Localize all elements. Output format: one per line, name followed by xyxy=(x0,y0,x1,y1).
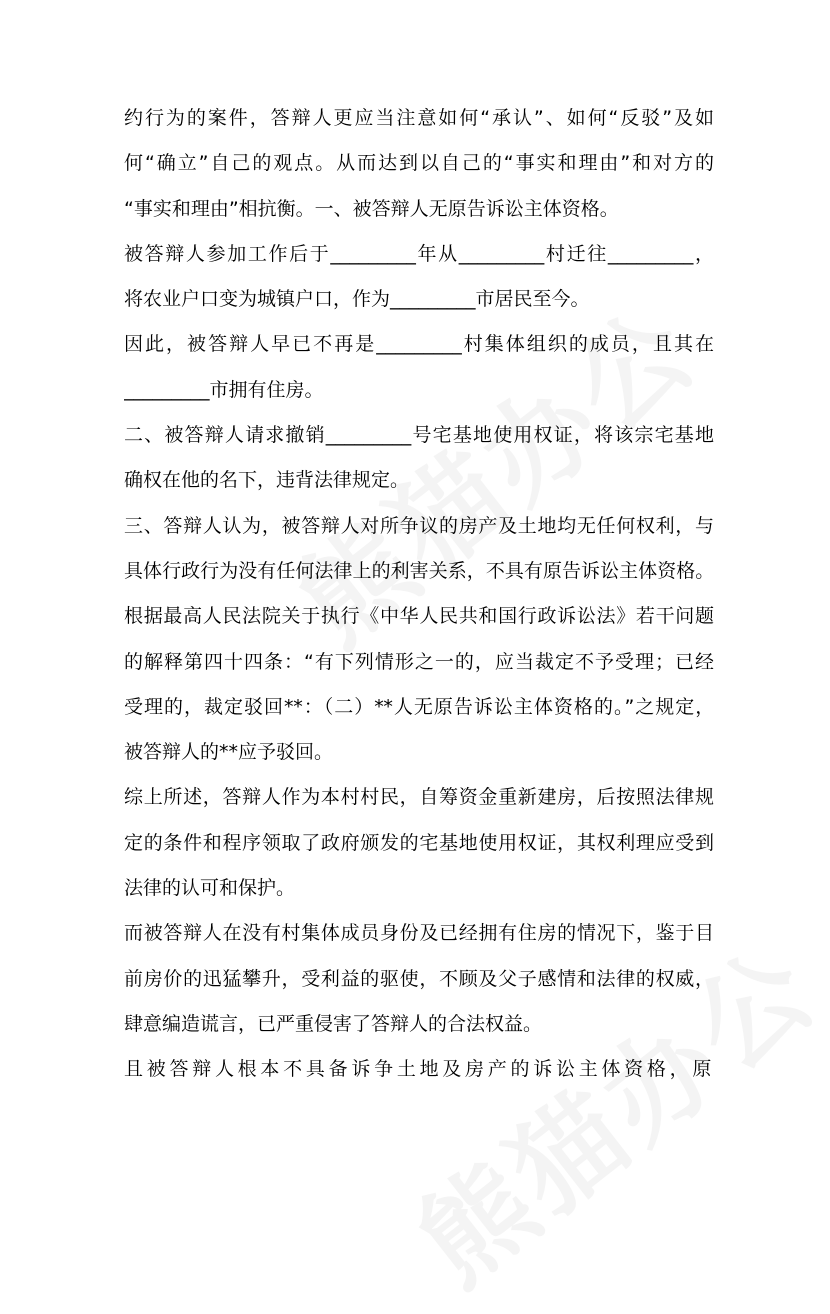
document-body xyxy=(124,96,714,1093)
paragraph-line: 受理的，裁定驳回**：（二）**人无原告诉讼主体资格的。”之规定， xyxy=(124,695,714,718)
paragraph-line: 因此，被答辩人早已不再是_________村集体组织的成员，且其在 xyxy=(124,333,714,356)
paragraph-line: 何“确立”自己的观点。从而达到以自己的“事实和理由”和对方的 xyxy=(124,152,714,175)
paragraph-line: 三、答辩人认为，被答辩人对所争议的房产及土地均无任何权利，与 xyxy=(124,514,714,537)
paragraph-line: 被答辩人参加工作后于_________年从_________村迁往_________， xyxy=(124,242,714,265)
paragraph-line: 约行为的案件，答辩人更应当注意如何“承认”、如何“反驳”及如 xyxy=(124,107,714,129)
paragraph-line: 将农业户口变为城镇户口，作为_________市居民至今。 xyxy=(124,288,590,311)
paragraph-line: 根据最高人民法院关于执行《中华人民共和国行政诉讼法》若干问题 xyxy=(124,605,714,628)
paragraph-line: 法律的认可和保护。 xyxy=(124,877,296,900)
paragraph-line: 肆意编造谎言，已严重侵害了答辩人的合法权益。 xyxy=(124,1012,543,1035)
paragraph-line: 而被答辩人在没有村集体成员身份及已经拥有住房的情况下，鉴于目 xyxy=(124,922,714,945)
paragraph-line: _________市拥有住房。 xyxy=(124,378,324,401)
paragraph-line: 确权在他的名下，违背法律规定。 xyxy=(124,469,410,492)
paragraph-line: 定的条件和程序领取了政府颁发的宅基地使用权证，其权利理应受到 xyxy=(124,831,714,854)
paragraph-line: 被答辩人的**应予驳回。 xyxy=(124,741,334,764)
paragraph-line: 综上所述，答辩人作为本村村民，自筹资金重新建房，后按照法律规 xyxy=(124,786,714,809)
paragraph-line: “事实和理由”相抗衡。一、被答辩人无原告诉讼主体资格。 xyxy=(124,197,619,220)
paragraph-line: 的解释第四十四条：“有下列情形之一的，应当裁定不予受理；已经 xyxy=(124,650,714,673)
paragraph-line: 前房价的迅猛攀升，受利益的驱使，不顾及父子感情和法律的权威， xyxy=(124,967,714,990)
paragraph-line: 二、被答辩人请求撤销_________号宅基地使用权证，将该宗宅基地 xyxy=(124,424,714,447)
paragraph-line: 具体行政行为没有任何法律上的利害关系，不具有原告诉讼主体资格。 xyxy=(124,559,714,582)
paragraph-line: 且被答辩人根本不具备诉争土地及房产的诉讼主体资格，原 xyxy=(124,1058,714,1081)
